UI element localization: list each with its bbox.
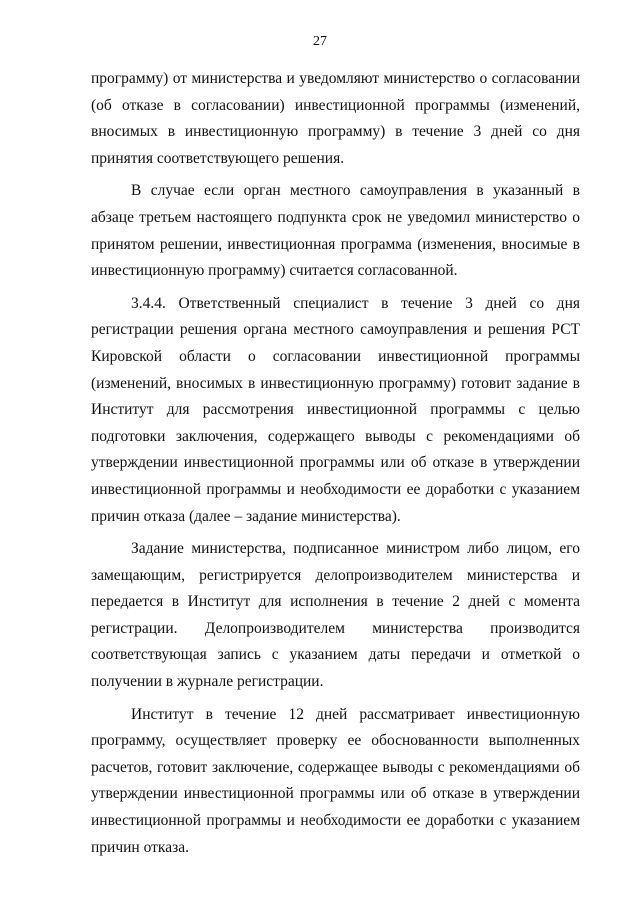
- page-number: 27: [313, 34, 327, 49]
- document-body: [91, 66, 580, 861]
- paragraph-continuation: программу) от министерства и уведомляют министерство о согласовании (об отказе в согласовании) инвестиционной программы (изменений, вносимых в инвестиционную программу) в течение 3 дней со дня принятия соответствующего решения.: [91, 70, 580, 167]
- paragraph-3-4-4: 3.4.4. Ответственный специалист в течение 3 дней со дня регистрации решения органа местного самоуправления и решения РСТ Кировской области о согласовании инвестиционной программы (изменений, вносимых в инвестиционную программу) готовит задание в Институт для рассмотрения инвестиционной программы с целью подготовки заключения, содержащего выводы с рекомендациями об утверждении инвестиционной программы или об отказе в утверждении инвестиционной программы и необходимости ее доработки с указанием причин отказа (далее – задание министерства).: [91, 294, 580, 525]
- paragraph-ministry-task-registration: Задание министерства, подписанное министром либо лицом, его замещающим, регистрируется делопроизводителем министерства и передается в Институт для исполнения в течение 2 дней с момента регистрации. Делопроизводителем министерства производится соответствующая запись с указанием даты передачи и отметкой о получении в журнале регистрации.: [91, 540, 580, 691]
- paragraph-local-government-deadline: В случае если орган местного самоуправления в указанный в абзаце третьем настоящего подпункта срок не уведомил министерство о принятом решении, инвестиционная программа (изменения, вносимые в инвестиционную программу) считается согласованной.: [91, 182, 580, 280]
- paragraph-institute-review: Институт в течение 12 дней рассматривает инвестиционную программу, осуществляет проверку ее обоснованности выполненных расчетов, готовит заключение, содержащее выводы с рекомендациями об утверждении инвестиционной программы или об отказе в утверждении инвестиционной программы и необходимости ее доработки с указанием причин отказа.: [91, 705, 580, 856]
